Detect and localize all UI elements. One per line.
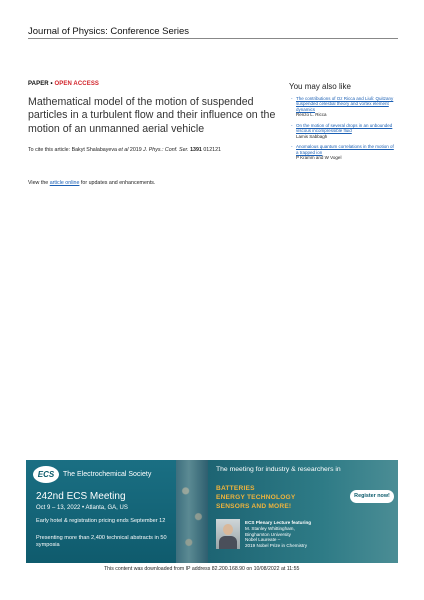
topic-energy-technology: ENERGY TECHNOLOGY <box>216 494 296 501</box>
view-prefix: View the <box>28 180 50 186</box>
article-type-label <box>28 81 99 87</box>
view-suffix: for updates and enhancements. <box>79 180 156 186</box>
citation-year: 2019 <box>128 147 144 153</box>
lecture-line: 2019 Nobel Prize in Chemistry <box>245 543 308 549</box>
related-article-link[interactable]: On the motion of several drops in an unbounded viscous incompressible fluid <box>296 122 393 134</box>
lecture-lead: ECS Plenary Lecture featuring <box>245 520 312 525</box>
journal-name: Journal of Physics: Conference Series <box>28 26 190 37</box>
header-divider <box>28 38 398 39</box>
article-title: Mathematical model of the motion of suspended particles in a turbulent flow and their influence on the motion of an unmanned aerial vehicle <box>28 96 276 135</box>
meeting-name: 242nd ECS Meeting <box>36 491 126 502</box>
plenary-lecture-text <box>245 520 395 549</box>
related-article-authors: Renzo L. Ricca <box>296 112 327 118</box>
early-registration-text: Early hotel & registration pricing ends September 12 <box>36 518 166 524</box>
banner-tagline: The meeting for industry & researchers in <box>216 466 341 473</box>
related-articles-list <box>291 96 396 166</box>
banner-left-panel <box>26 460 176 563</box>
register-now-button[interactable]: Register now! <box>350 490 394 503</box>
paper-label: PAPER <box>28 81 49 87</box>
lecture-line: Nobel Laureate – <box>245 537 281 543</box>
lecture-line: M. Stanley Whittingham, <box>245 525 295 531</box>
you-may-also-like-heading: You may also like <box>289 82 351 91</box>
list-dash: - <box>291 144 293 150</box>
related-article <box>291 96 396 118</box>
label-separator: • <box>48 81 55 87</box>
download-note: This content was downloaded from IP address 82.200.168.90 on 10/08/2022 at 11:55 <box>104 566 300 572</box>
lecture-line: Binghamton University <box>245 531 291 537</box>
related-article-link[interactable]: The contributions of Oz Ricca and Liuli: Quitzany suspended celestial theory and vortex element dynamics <box>296 96 394 112</box>
list-dash: - <box>291 96 293 101</box>
citation-prefix: To cite this article: Bakyt Shalabayeva <box>28 147 119 153</box>
speaker-photo <box>216 519 240 549</box>
topic-batteries: BATTERIES <box>216 485 255 492</box>
view-online-line <box>28 180 155 186</box>
citation-journal: J. Phys.: Conf. Ser. <box>143 147 189 153</box>
citation-etal: et al <box>118 147 129 153</box>
citation-line <box>28 147 288 153</box>
related-article-authors: P Kramm and W Vogel <box>296 155 342 161</box>
related-article <box>291 122 396 139</box>
audience-photo <box>176 460 208 563</box>
open-access-label: OPEN ACCESS <box>54 81 100 87</box>
related-article <box>291 144 396 161</box>
abstract-count-text: Presenting more than 2,400 technical abstracts in 50 symposia <box>36 535 167 548</box>
citation-number: 012121 <box>201 147 222 153</box>
list-dash: - <box>291 122 293 128</box>
meeting-dates: Oct 9 – 13, 2022 • Atlanta, GA, US <box>36 505 128 511</box>
article-online-link[interactable]: article online <box>49 180 80 186</box>
society-name: The Electrochemical Society <box>63 471 152 478</box>
related-article-link[interactable]: Anomalous quantum correlations in the motion of a trapped ion <box>296 144 394 155</box>
citation-volume: 1391 <box>190 147 202 153</box>
ecs-meeting-advertisement[interactable] <box>26 460 398 563</box>
banner-right-panel <box>208 460 398 563</box>
related-article-authors: Lamis Sabbagh <box>296 133 328 139</box>
ecs-logo: ECS <box>33 466 59 483</box>
topic-sensors: SENSORS AND MORE! <box>216 503 292 510</box>
